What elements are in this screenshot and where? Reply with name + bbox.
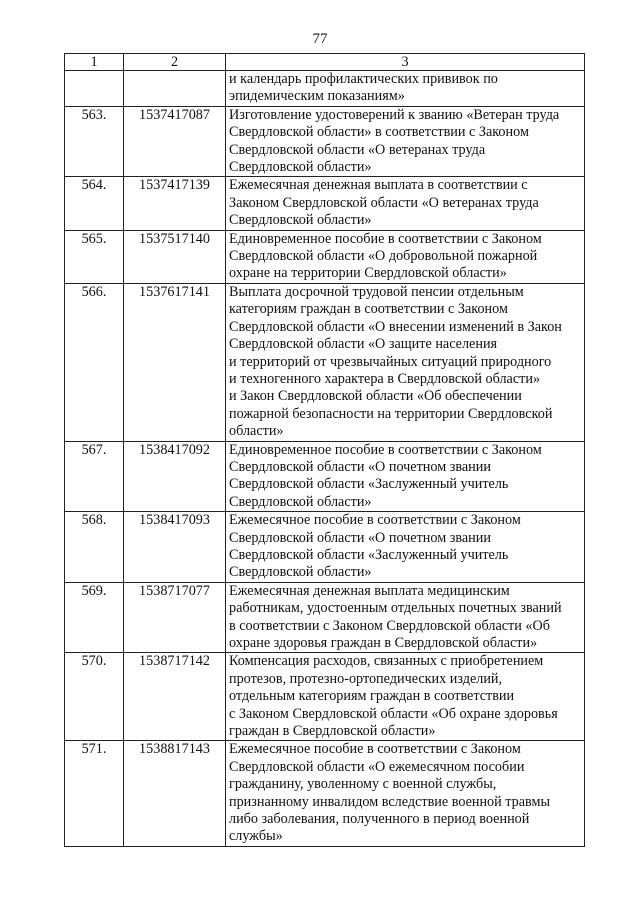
- column-header-code: 2: [124, 54, 226, 71]
- row-number: 563.: [65, 106, 124, 177]
- table-row: [65, 71, 585, 107]
- row-code: 1537617141: [124, 283, 226, 441]
- row-description: Ежемесячная денежная выплата медицинским работникам, удостоенным отдельных почетных званий в соответствии с Законом Свердловской области «Об охране здоровья граждан в Свердловской области»: [226, 582, 585, 653]
- row-code: 1538417092: [124, 441, 226, 512]
- row-number: 569.: [65, 582, 124, 653]
- row-description: Единовременное пособие в соответствии с Законом Свердловской области «О почетном звании Свердловской области «Заслуженный учитель Свердловской области»: [226, 441, 585, 512]
- table-header-row: [65, 54, 585, 71]
- table-row: [65, 512, 585, 583]
- row-code: 1538717142: [124, 653, 226, 741]
- row-code: [124, 71, 226, 107]
- row-description: Выплата досрочной трудовой пенсии отдельным категориям граждан в соответствии с Законом Свердловской области «О внесении изменений в Закон Свердловской области «О защите населения и территорий от чрезвычайных ситуаций природного и техногенного характера в Свердловской области» и Закон Свердловской области «Об обеспечении пожарной безопасности на территории Свердловской области»: [226, 283, 585, 441]
- row-number: 565.: [65, 230, 124, 283]
- row-description: и календарь профилактических прививок по эпидемическим показаниям»: [226, 71, 585, 107]
- table-row: [65, 106, 585, 177]
- row-code: 1537417139: [124, 177, 226, 230]
- table-row: [65, 653, 585, 741]
- page-number: 77: [312, 31, 328, 47]
- row-number: [65, 71, 124, 107]
- row-code: 1538817143: [124, 741, 226, 846]
- column-header-description: 3: [226, 54, 585, 71]
- row-number: 571.: [65, 741, 124, 846]
- registry-table: [64, 53, 585, 847]
- row-number: 568.: [65, 512, 124, 583]
- row-description: Компенсация расходов, связанных с приобретением протезов, протезно-ортопедических изделий, отдельным категориям граждан в соответствии с Законом Свердловской области «Об охране здоровья граждан в Свердловской области»: [226, 653, 585, 741]
- row-number: 567.: [65, 441, 124, 512]
- row-number: 570.: [65, 653, 124, 741]
- table-body: [65, 71, 585, 847]
- row-code: 1537517140: [124, 230, 226, 283]
- table-row: [65, 283, 585, 441]
- table-row: [65, 582, 585, 653]
- table-row: [65, 741, 585, 846]
- row-number: 564.: [65, 177, 124, 230]
- row-description: Ежемесячное пособие в соответствии с Законом Свердловской области «О почетном звании Свердловской области «Заслуженный учитель Свердловской области»: [226, 512, 585, 583]
- table-row: [65, 441, 585, 512]
- row-number: 566.: [65, 283, 124, 441]
- column-header-number: 1: [65, 54, 124, 71]
- table-row: [65, 230, 585, 283]
- row-code: 1538417093: [124, 512, 226, 583]
- row-description: Ежемесячная денежная выплата в соответствии с Законом Свердловской области «О ветеранах труда Свердловской области»: [226, 177, 585, 230]
- row-description: Изготовление удостоверений к званию «Ветеран труда Свердловской области» в соответствии с Законом Свердловской области «О ветеранах труда Свердловской области»: [226, 106, 585, 177]
- row-code: 1537417087: [124, 106, 226, 177]
- row-description: Единовременное пособие в соответствии с Законом Свердловской области «О добровольной пожарной охране на территории Свердловской области»: [226, 230, 585, 283]
- table-row: [65, 177, 585, 230]
- row-code: 1538717077: [124, 582, 226, 653]
- row-description: Ежемесячное пособие в соответствии с Законом Свердловской области «О ежемесячном пособии гражданину, уволенному с военной службы, признанному инвалидом вследствие военной травмы либо заболевания, полученного в период военной службы»: [226, 741, 585, 846]
